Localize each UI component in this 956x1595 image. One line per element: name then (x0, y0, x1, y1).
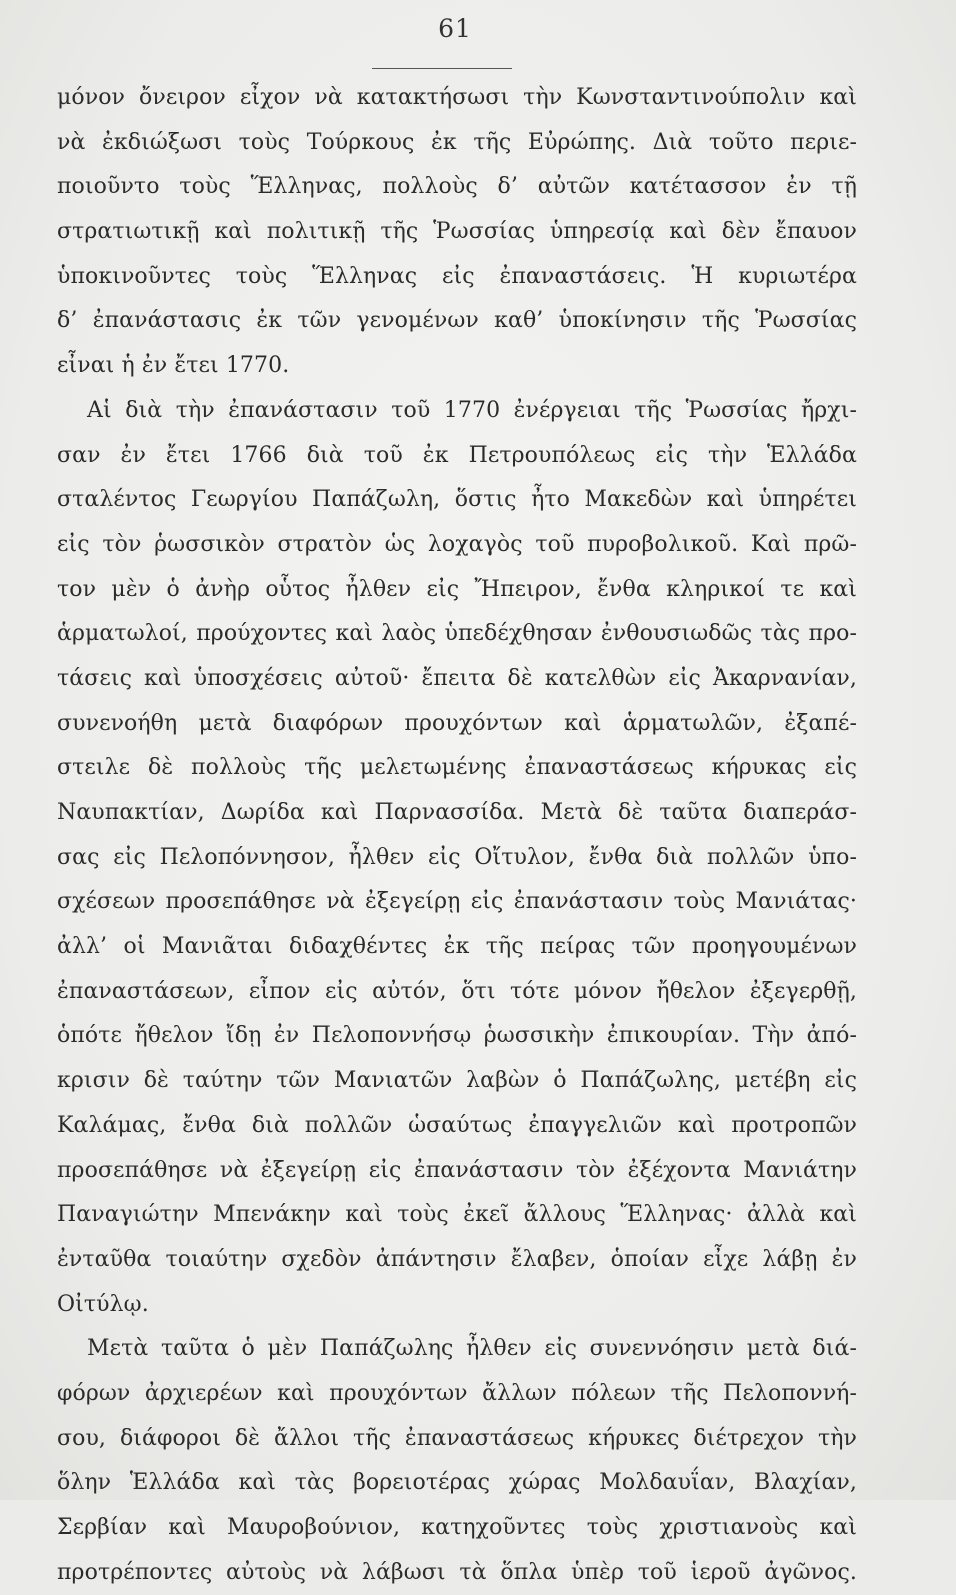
text-line: ἀλλ’ οἱ Μανιᾶται διδαχθέντες ἐκ τῆς πείρας τῶν προηγουμένων (57, 934, 857, 960)
body-text (57, 76, 857, 1595)
text-line: ὅλην Ἑλλάδα καὶ τὰς βορειοτέρας χώρας Μολδαυΐαν, Βλαχίαν, (57, 1470, 857, 1496)
text-line: εἶναι ἡ ἐν ἔτει 1770. (57, 353, 290, 379)
text-line: κρισιν δὲ ταύτην τῶν Μανιατῶν λαβὼν ὁ Παπάζωλης, μετέβη εἰς (57, 1068, 857, 1094)
text-line: Οἰτύλῳ. (57, 1291, 149, 1317)
text-line: νὰ ἐκδιώξωσι τοὺς Τούρκους ἐκ τῆς Εὐρώπης. Διὰ τοῦτο περιε- (57, 129, 857, 155)
text-line: Αἱ διὰ τὴν ἐπανάστασιν τοῦ 1770 ἐνέργειαι τῆς Ῥωσσίας ἤρχι- (87, 397, 857, 423)
text-line: Παναγιώτην Μπενάκην καὶ τοὺς ἐκεῖ ἄλλους Ἕλληνας· ἀλλὰ καὶ (57, 1202, 857, 1228)
text-line: Μετὰ ταῦτα ὁ μὲν Παπάζωλης ἦλθεν εἰς συνεννόησιν μετὰ διά- (87, 1336, 857, 1362)
text-line: σου, διάφοροι δὲ ἄλλοι τῆς ἐπαναστάσεως κήρυκες διέτρεχον τὴν (57, 1425, 857, 1451)
text-line: δ’ ἐπανάστασις ἐκ τῶν γενομένων καθ’ ὑποκίνησιν τῆς Ῥωσσίας (57, 308, 857, 334)
text-line: ἐπαναστάσεων, εἶπον εἰς αὐτόν, ὅτι τότε μόνον ἤθελον ἐξεγερθῇ, (57, 978, 857, 1004)
text-line: Ναυπακτίαν, Δωρίδα καὶ Παρνασσίδα. Μετὰ δὲ ταῦτα διαπεράσ- (57, 800, 857, 825)
text-line: φόρων ἀρχιερέων καὶ προυχόντων ἄλλων πόλεων τῆς Πελοποννή- (57, 1380, 857, 1406)
text-line: σαν ἐν ἔτει 1766 διὰ τοῦ ἐκ Πετρουπόλεως εἰς τὴν Ἑλλάδα (57, 442, 857, 468)
text-line: ὁπότε ἤθελον ἴδῃ ἐν Πελοποννήσῳ ῥωσσικὴν ἐπικουρίαν. Τὴν ἀπό- (57, 1023, 857, 1049)
header-rule (372, 68, 512, 69)
text-line: σας εἰς Πελοπόννησον, ἦλθεν εἰς Οἴτυλον, ἔνθα διὰ πολλῶν ὑπο- (57, 844, 857, 870)
text-line: ποιοῦντο τοὺς Ἕλληνας, πολλοὺς δ’ αὐτῶν κατέτασσον ἐν τῇ (57, 174, 857, 200)
text-line: στειλε δὲ πολλοὺς τῆς μελετωμένης ἐπαναστάσεως κήρυκας εἰς (57, 755, 857, 781)
text-line: συνενοήθη μετὰ διαφόρων προυχόντων καὶ ἁρματωλῶν, ἐξαπέ- (57, 710, 857, 736)
text-line: Καλάμας, ἔνθα διὰ πολλῶν ὡσαύτως ἐπαγγελιῶν καὶ προτροπῶν (57, 1112, 857, 1138)
text-line: τάσεις καὶ ὑποσχέσεις αὐτοῦ· ἔπειτα δὲ κατελθὼν εἰς Ἀκαρνανίαν, (57, 665, 857, 691)
text-line: εἰς τὸν ῥωσσικὸν στρατὸν ὡς λοχαγὸς τοῦ πυροβολικοῦ. Καὶ πρῶ- (57, 531, 857, 557)
text-line: ἐνταῦθα τοιαύτην σχεδὸν ἀπάντησιν ἔλαβεν, ὁποίαν εἶχε λάβῃ ἐν (57, 1246, 857, 1272)
text-line: σταλέντος Γεωργίου Παπάζωλη, ὅστις ἦτο Μακεδὼν καὶ ὑπηρέτει (57, 487, 857, 513)
text-line: σχέσεων προσεπάθησε νὰ ἐξεγείρῃ εἰς ἐπανάστασιν τοὺς Μανιάτας· (57, 889, 857, 915)
text-line: ὑποκινοῦντες τοὺς Ἕλληνας εἰς ἐπαναστάσεις. Ἡ κυριωτέρα (57, 263, 857, 289)
text-line: στρατιωτικῇ καὶ πολιτικῇ τῆς Ῥωσσίας ὑπηρεσίᾳ καὶ δὲν ἔπαυον (57, 219, 857, 245)
page-number: 61 (438, 14, 472, 43)
text-line: τον μὲν ὁ ἀνὴρ οὗτος ἦλθεν εἰς Ἤπειρον, ἔνθα κληρικοί τε καὶ (57, 576, 857, 602)
text-line: Σερβίαν καὶ Μαυροβούνιον, κατηχοῦντες τοὺς χριστιανοὺς καὶ (57, 1515, 857, 1540)
text-line: μόνον ὄνειρον εἶχον νὰ κατακτήσωσι τὴν Κωνσταντινούπολιν καὶ (57, 85, 857, 110)
text-line: προσεπάθησε νὰ ἐξεγείρῃ εἰς ἐπανάστασιν τὸν ἐξέχοντα Μανιάτην (57, 1157, 857, 1183)
text-line: προτρέποντες αὐτοὺς νὰ λάβωσι τὰ ὅπλα ὑπὲρ τοῦ ἱεροῦ ἀγῶνος. (57, 1559, 857, 1585)
text-line: ἁρματωλοί, προύχοντες καὶ λαὸς ὑπεδέχθησαν ἐνθουσιωδῶς τὰς προ- (57, 621, 857, 647)
